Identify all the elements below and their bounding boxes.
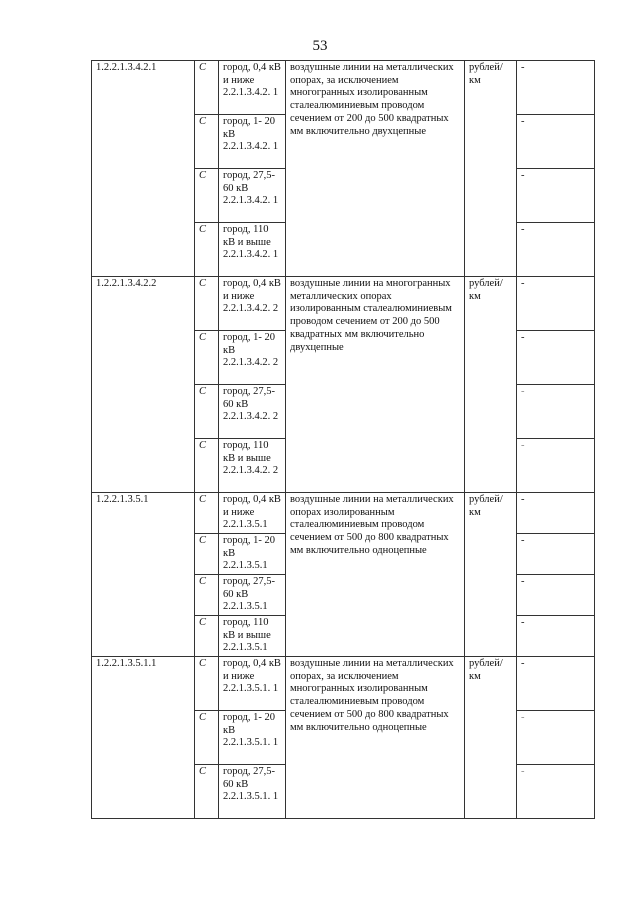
row-value: - xyxy=(517,169,595,223)
row-category: С xyxy=(195,711,219,765)
row-territory: город, 27,5-60 кВ 2.2.1.3.5.1. 1 xyxy=(219,765,286,819)
row-territory: город, 27,5-60 кВ 2.2.1.3.5.1 xyxy=(219,575,286,616)
row-category: С xyxy=(195,115,219,169)
row-value: - xyxy=(517,493,595,534)
row-category: С xyxy=(195,277,219,331)
table-row xyxy=(92,657,595,711)
row-territory: город, 1- 20 кВ 2.2.1.3.4.2. 2 xyxy=(219,331,286,385)
row-unit: рублей/ км xyxy=(465,493,517,657)
row-category: С xyxy=(195,534,219,575)
row-territory: город, 1- 20 кВ 2.2.1.3.5.1 xyxy=(219,534,286,575)
row-value: - xyxy=(517,575,595,616)
row-territory: город, 0,4 кВ и ниже 2.2.1.3.4.2. 2 xyxy=(219,277,286,331)
row-code: 1.2.2.1.3.4.2.1 xyxy=(92,61,195,277)
row-category: С xyxy=(195,169,219,223)
row-category: С xyxy=(195,385,219,439)
row-unit: рублей/ км xyxy=(465,277,517,493)
row-code: 1.2.2.1.3.5.1.1 xyxy=(92,657,195,819)
row-territory: город, 1- 20 кВ 2.2.1.3.5.1. 1 xyxy=(219,711,286,765)
row-description: воздушные линии на металлических опорах изолированным сталеалюминиевым проводом сечением от 500 до 800 квадратных мм включительно одноцепные xyxy=(286,493,465,657)
tariff-table xyxy=(91,60,595,819)
row-value: - xyxy=(517,277,595,331)
row-value: - xyxy=(517,385,595,439)
table-row xyxy=(92,61,595,115)
row-description: воздушные линии на металлических опорах, за исключением многогранных изолированным сталеалюминиевым проводом сечением от 200 до 500 квадратных мм включительно двухцепные xyxy=(286,61,465,277)
row-category: С xyxy=(195,616,219,657)
row-territory: город, 110 кВ и выше 2.2.1.3.4.2. 2 xyxy=(219,439,286,493)
row-unit: рублей/ км xyxy=(465,61,517,277)
row-value: - xyxy=(517,223,595,277)
row-value: - xyxy=(517,61,595,115)
row-description: воздушные линии на многогранных металлических опорах изолированным сталеалюминиевым проводом сечением от 200 до 500 квадратных мм включительно двухцепные xyxy=(286,277,465,493)
row-territory: город, 110 кВ и выше 2.2.1.3.5.1 xyxy=(219,616,286,657)
row-category: С xyxy=(195,331,219,385)
row-category: С xyxy=(195,765,219,819)
row-territory: город, 27,5-60 кВ 2.2.1.3.4.2. 2 xyxy=(219,385,286,439)
page-number: 53 xyxy=(312,38,328,54)
row-category: С xyxy=(195,575,219,616)
row-value: - xyxy=(517,115,595,169)
row-category: С xyxy=(195,61,219,115)
row-value: - xyxy=(517,657,595,711)
row-territory: город, 0,4 кВ и ниже 2.2.1.3.4.2. 1 xyxy=(219,61,286,115)
row-code: 1.2.2.1.3.5.1 xyxy=(92,493,195,657)
row-category: С xyxy=(195,223,219,277)
row-value: - xyxy=(517,331,595,385)
row-category: С xyxy=(195,493,219,534)
row-value: - xyxy=(517,439,595,493)
row-description: воздушные линии на металлических опорах, за исключением многогранных изолированным сталеалюминиевым проводом сечением от 500 до 800 квадратных мм включительно одноцепные xyxy=(286,657,465,819)
row-territory: город, 0,4 кВ и ниже 2.2.1.3.5.1 xyxy=(219,493,286,534)
row-code: 1.2.2.1.3.4.2.2 xyxy=(92,277,195,493)
row-territory: город, 1- 20 кВ 2.2.1.3.4.2. 1 xyxy=(219,115,286,169)
row-value: - xyxy=(517,534,595,575)
row-category: С xyxy=(195,439,219,493)
row-category: С xyxy=(195,657,219,711)
row-value: - xyxy=(517,616,595,657)
table-row xyxy=(92,277,595,331)
row-territory: город, 0,4 кВ и ниже 2.2.1.3.5.1. 1 xyxy=(219,657,286,711)
row-territory: город, 27,5-60 кВ 2.2.1.3.4.2. 1 xyxy=(219,169,286,223)
row-value: - xyxy=(517,765,595,819)
row-territory: город, 110 кВ и выше 2.2.1.3.4.2. 1 xyxy=(219,223,286,277)
row-value: - xyxy=(517,711,595,765)
table-row xyxy=(92,493,595,534)
row-unit: рублей/ км xyxy=(465,657,517,819)
